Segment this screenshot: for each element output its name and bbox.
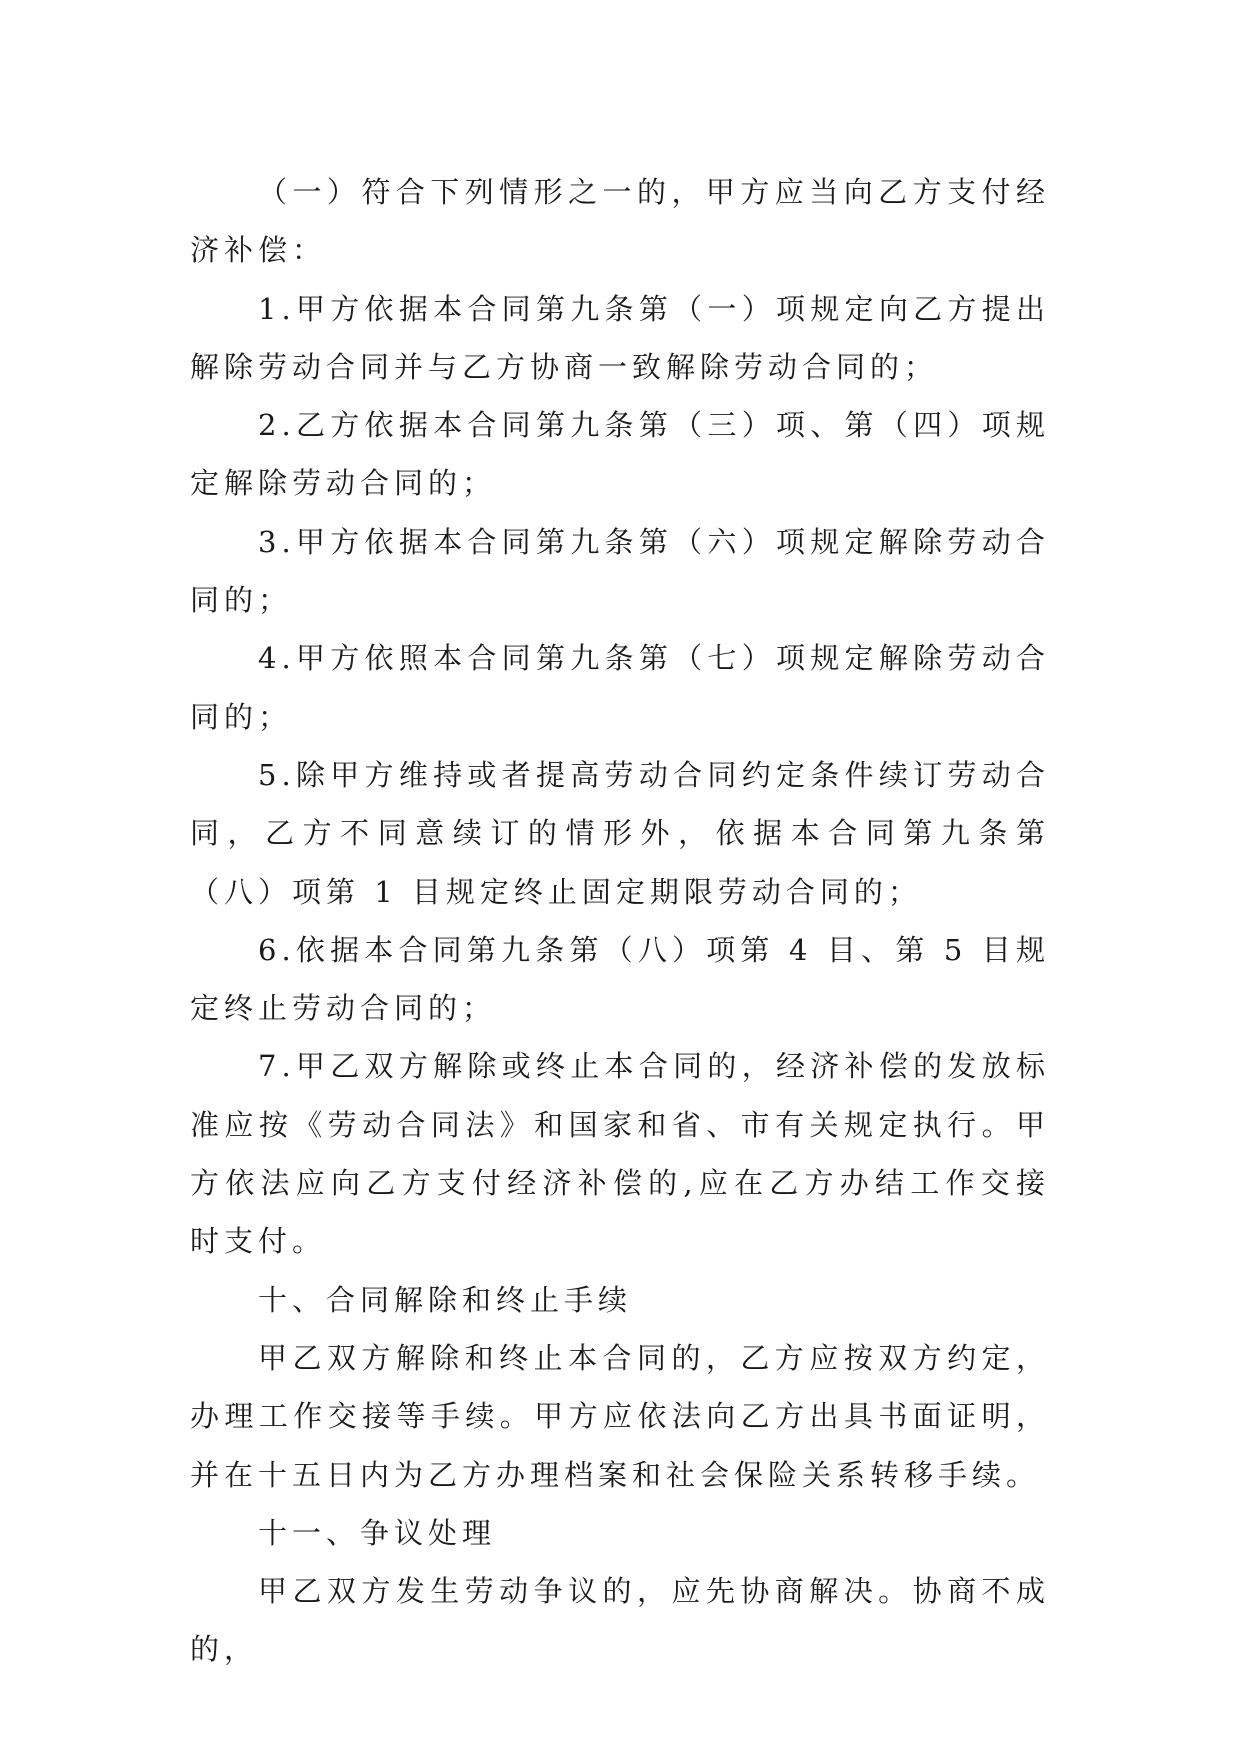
section-heading-termination-procedures: 十、合同解除和终止手续 (258, 1282, 633, 1317)
dispute-resolution-text: 甲乙双方发生劳动争议的，应先协商解决。协商不成的， (190, 1574, 1050, 1667)
compensation-item-6: 6.依据本合同第九条第（八）项第 4 目、第 5 目规定终止劳动合同的； (190, 932, 1050, 1026)
compensation-item-7: 7.甲乙双方解除或终止本合同的，经济补偿的发放标准应按《劳动合同法》和国家和省、市有关规定执行。甲方依法应向乙方支付经济补偿的,应在乙方办结工作交接时支付。 (190, 1049, 1050, 1259)
compensation-item-3: 3.甲方依据本合同第九条第（六）项规定解除劳动合同的； (190, 524, 1050, 618)
section-heading-dispute-resolution: 十一、争议处理 (258, 1515, 497, 1550)
compensation-item-1: 1.甲方依据本合同第九条第（一）项规定向乙方提出解除劳动合同并与乙方协商一致解除劳动合同的； (190, 291, 1050, 384)
clause-compensation-intro: （一）符合下列情形之一的，甲方应当向乙方支付经济补偿： (190, 175, 1050, 268)
compensation-item-4: 4.甲方依照本合同第九条第（七）项规定解除劳动合同的； (190, 641, 1050, 734)
compensation-item-5: 5.除甲方维持或者提高劳动合同约定条件续订劳动合同，乙方不同意续订的情形外，依据本合同第九条第（八）项第 1 目规定终止固定期限劳动合同的； (190, 757, 1050, 909)
document-body (190, 163, 1050, 1679)
termination-procedures-text: 甲乙双方解除和终止本合同的，乙方应按双方约定，办理工作交接等手续。甲方应依法向乙方出具书面证明，并在十五日内为乙方办理档案和社会保险关系转移手续。 (190, 1340, 1050, 1492)
compensation-item-2: 2.乙方依据本合同第九条第（三）项、第（四）项规定解除劳动合同的； (190, 408, 1050, 501)
